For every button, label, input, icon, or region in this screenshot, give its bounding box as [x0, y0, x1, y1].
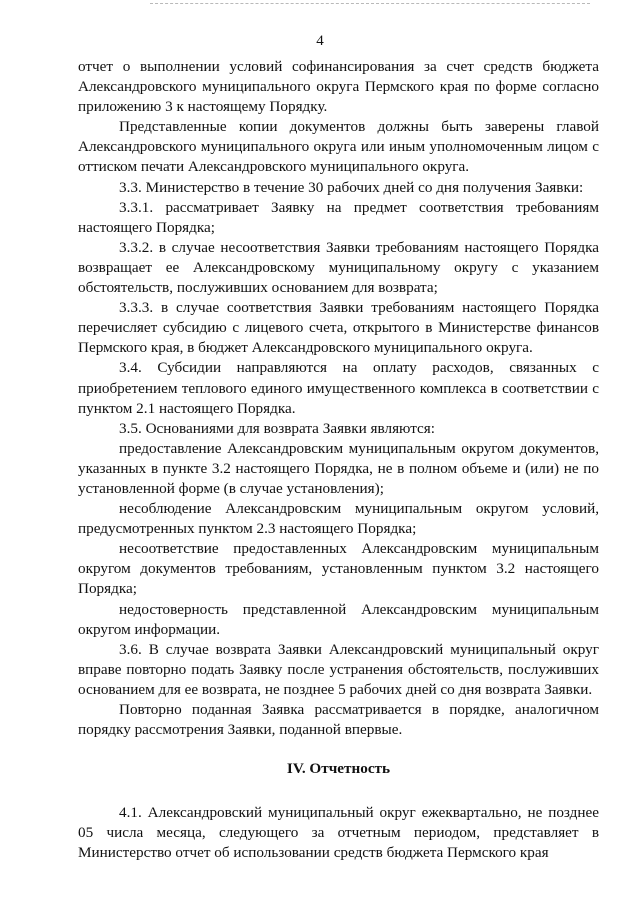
paragraph-report-continuation: отчет о выполнении условий софинансирования за счет средств бюджета Александровского муниципального округа Пермского края по форме согласно приложению 3 к настоящему Порядку. — [78, 58, 599, 116]
paragraph-3-3-1: 3.3.1. рассматривает Заявку на предмет соответствия требованиям настоящего Порядка; — [78, 198, 599, 236]
paragraph-3-4: 3.4. Субсидии направляются на оплату расходов, связанных с приобретением теплового единого имущественного комплекса в соответствии с пунктом 2.1 настоящего Порядка. — [78, 359, 599, 417]
paragraph-3-3-2: 3.3.2. в случае несоответствия Заявки требованиям настоящего Порядка возвращает ее Александровскому муниципальному округу с указанием обстоятельств, послуживших основанием для возврата; — [78, 238, 599, 297]
page-number: 4 — [316, 33, 324, 49]
paragraph-3-5: 3.5. Основаниями для возврата Заявки являются: — [119, 419, 435, 437]
paragraph-copies-certification: Представленные копии документов должны быть заверены главой Александровского муниципального округа или иным уполномоченным лицом с оттиском печати Александровского муниципального округа. — [78, 118, 599, 176]
paragraph-3-6: 3.6. В случае возврата Заявки Александровский муниципальный округ вправе повторно подать Заявку после устранения обстоятельств, послуживших основанием для ее возврата, не позднее 5 рабочих дней со дня возврата Заявки. — [78, 640, 599, 698]
document-body — [78, 57, 599, 863]
paragraph-return-reason-incomplete: предоставление Александровским муниципальным округом документов, указанных в пункте 3.2 настоящего Порядка, не в полном объеме и (или) не по установленной форме (в случае установления); — [78, 439, 599, 497]
paragraph-3-3: 3.3. Министерство в течение 30 рабочих дней со дня получения Заявки: — [119, 178, 584, 196]
paragraph-resubmission: Повторно поданная Заявка рассматривается в порядке, аналогичном порядку рассмотрения Заявки, поданной впервые. — [78, 701, 599, 739]
paragraph-4-1: 4.1. Александровский муниципальный округ ежеквартально, не позднее 05 числа месяца, следующего за отчетным периодом, представляет в Министерство отчет об использовании средств бюджета Пермского края — [78, 804, 599, 862]
scan-top-edge-line — [150, 3, 590, 4]
paragraph-return-reason-conditions: несоблюдение Александровским муниципальным округом условий, предусмотренных пунктом 2.3 настоящего Порядка; — [78, 500, 599, 538]
section-heading-reporting: IV. Отчетность — [286, 760, 391, 778]
paragraph-3-3-3: 3.3.3. в случае соответствия Заявки требованиям настоящего Порядка перечисляет субсидию с лицевого счета, открытого в Министерстве финансов Пермского края, в бюджет Александровского муниципального округа. — [78, 299, 599, 357]
paragraph-return-reason-mismatch: несоответствие предоставленных Александровским муниципальным округом документов требованиям, установленным пунктом 3.2 настоящего Порядка; — [78, 540, 599, 598]
paragraph-return-reason-unreliable: недостоверность представленной Александровским муниципальным округом информации. — [78, 600, 599, 638]
